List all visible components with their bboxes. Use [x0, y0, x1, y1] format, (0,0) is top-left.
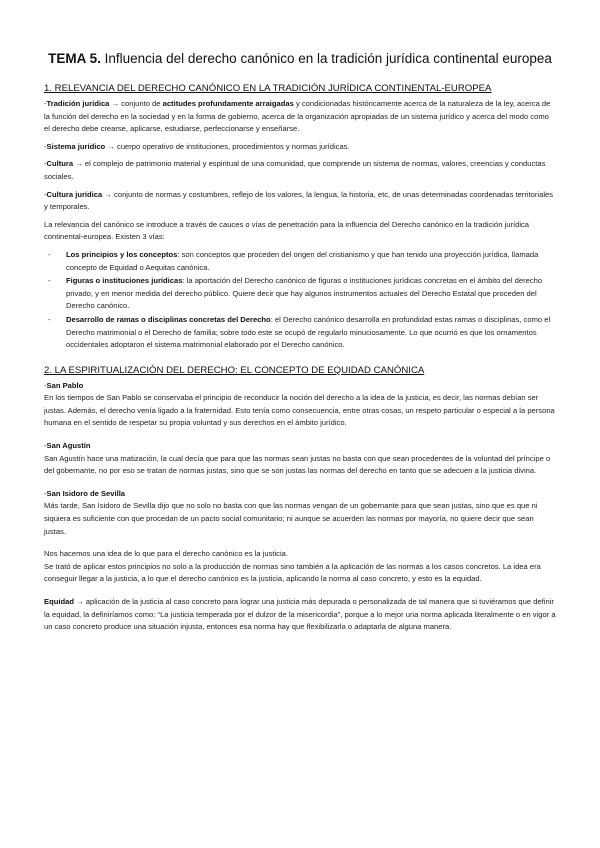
subheading-san-isidoro: -San Isidoro de Sevilla: [44, 488, 126, 498]
vias-intro: La relevancia del canónico se introduce a través de cauces o vías de penetración para la influencia del Derecho canónico en la tradición jurídica continental-europea. Existen 3 vías:: [44, 219, 530, 242]
paragraph-aplicacion: Se trató de aplicar estos principios no solo a la producción de normas sino también a la aplicación de las normas a los casos concretos. La idea era conseguir llegar a la justicia, a lo que el derecho canónico es la justicia, aplicando la norma al caso concreto, y esto es la equidad.: [44, 561, 541, 584]
section-2-heading: 2. LA ESPIRITUALIZACIÓN DEL DERECHO: EL CONCEPTO DE EQUIDAD CANÓNICA: [44, 364, 425, 376]
title-text: Influencia del derecho canónico en la tradición jurídica continental europea: [100, 51, 552, 66]
subheading-san-agustin: -San Agustín: [44, 441, 91, 451]
list-item: - Figuras o instituciones jurídicas: la aportación del Derecho canónico de figuras o instituciones jurídicas concretas en el ámbito del derecho privado, y en menor medida del derecho público. Quiere decir que hay algunos instrumentos actuales del Derecho Estatal que proceden del Derecho canónico.: [66, 275, 556, 313]
document-title: [44, 50, 556, 68]
definition-equidad: Equidad → aplicación de la justicia al caso concreto para lograr una justicia más depurada o personalizada de tal manera que si tuviéramos que definir la equidad, la definiríamos como: “La justicia temperada por el dulzor de la misericordia”, porque a lo mejor una norma aplicada literalmente o en vigor a un caso concreto produce una situación injusta, entonces esa norma hay que flexibilizarla o adaptarla de alguna manera.: [44, 597, 556, 632]
paragraph-san-agustin: San Agustín hace una matización, la cual decía que para que las normas sean justas no basta con que sean procedentes de la voluntad del príncipe o del gobernante, no por eso se tratan de normas justas, sino que se son justas las normas del derecho en tanto que se adecuen a la justicia divina.: [44, 453, 551, 476]
title-number: TEMA 5.: [48, 51, 101, 66]
definition-tradicion: -Tradición jurídica → conjunto de actitudes profundamente arraigadas y condicionadas históricamente acerca de la naturaleza de la ley, acerca de la función del derecho en la sociedad y en la forma de gobierno, acerca de la organización apropiadas de un sistema jurídico y acerca del modo como el derecho debe crearse, aplicarse, estudiarse, perfeccionarse y enseñarse.: [44, 99, 551, 134]
vias-list: [44, 249, 556, 352]
subheading-san-pablo: -San Pablo: [44, 380, 84, 390]
paragraph-san-isidoro: Más tarde, San Isidoro de Sevilla dijo que no solo no basta con que las normas vengan de un gobernante para que sean justas, sino que es que ni siquiera es suficiente con que procedan de un pacto social comunitario; ni aunque se acuerden las normas por mayoría, no quiere decir que sean justas.: [44, 501, 538, 536]
list-item: - Desarrollo de ramas o disciplinas concretas del Derecho: el Derecho canónico desarrolla en profundidad estas ramas o disciplinas, como el Derecho matrimonial o el Derecho de familia; sobre todo este se ocupó de regularlo minuciosamente. Lo que ocurrió es que los ornamentos occidentales adoptaron el sistema matrimonial elaborado por el Derecho canónico.: [66, 314, 556, 352]
paragraph-san-pablo: En los tiempos de San Pablo se conservaba el principio de reconducir la noción del derecho a la idea de la justicia, es decir, las normas debían ser justas. Además, el derecho venía ligado a la fraternidad. Esto tenía como consecuencia, entre otras cosas, un respeto particular o especial a la persona humana en el sentido de respetar su propia voluntad y sus derechos en el ámbito jurídico.: [44, 393, 555, 428]
list-item: - Los principios y los conceptos: son conceptos que proceden del origen del cristianismo y que han tenido una proyección jurídica, llamada concepto de Equidad o Aequitas canónica.: [66, 249, 556, 274]
section-1-heading: 1. RELEVANCIA DEL DERECHO CANÓNICO EN LA TRADICIÓN JURÍDICA CONTINENTAL-EUROPEA: [44, 83, 492, 94]
definition-sistema: -Sistema jurídico → cuerpo operativo de instituciones, procedimientos y normas jurídicas.: [44, 141, 350, 151]
paragraph-justicia: Nos hacemos una idea de lo que para el derecho canónico es la justicia.: [44, 549, 288, 559]
definition-cultura: -Cultura → el complejo de patrimonio material y espiritual de una comunidad, que comprende un sistema de normas, valores, creencias y conductas sociales.: [44, 159, 546, 181]
definition-cultura-juridica: -Cultura jurídica → conjunto de normas y costumbres, reflejo de los valores, la lengua, la historia, etc, de unas determinadas coordenadas territoriales y temporales.: [44, 189, 554, 212]
